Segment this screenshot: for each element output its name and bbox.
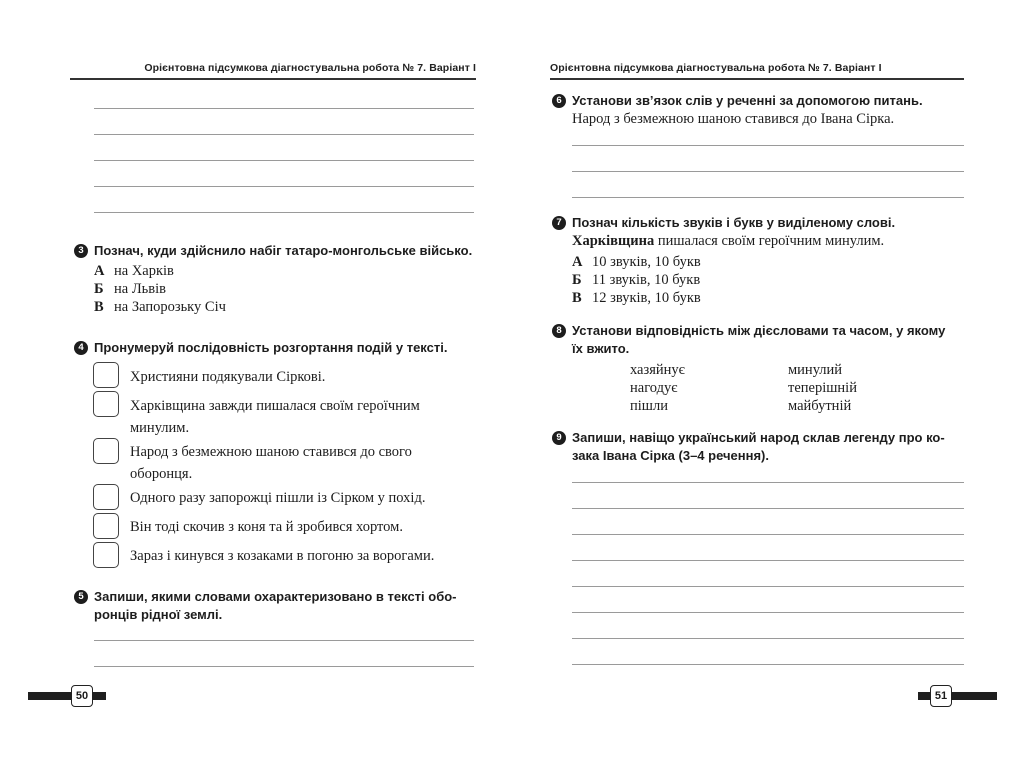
option-letter: Б — [572, 272, 582, 288]
sentence-rest: пишалася своїм героїчним минулим. — [654, 233, 885, 249]
page-number: 50 — [71, 685, 93, 707]
sequence-item — [130, 516, 480, 538]
highlighted-word: Харківщина — [572, 233, 655, 249]
task-9 — [552, 429, 982, 465]
sequence-item — [130, 545, 480, 567]
task-text: Запиши, навіщо український народ склав легенду про ко- — [572, 430, 945, 445]
task-5 — [74, 588, 484, 624]
task-number: 9 — [552, 431, 566, 445]
tense-item[interactable]: майбутній — [788, 398, 852, 414]
verb-item[interactable]: пішли — [630, 398, 668, 414]
answer-line[interactable] — [94, 108, 474, 109]
answer-line[interactable] — [572, 586, 964, 587]
page-number: 51 — [930, 685, 952, 707]
option-text: 11 звуків, 10 букв — [592, 272, 701, 288]
sequence-box[interactable] — [93, 362, 119, 388]
option-text: 10 звуків, 10 букв — [592, 254, 701, 270]
page-header: Орієнтовна підсумкова діагностувальна робота № 7. Варіант І — [144, 62, 476, 74]
answer-line[interactable] — [572, 534, 964, 535]
task-sentence: Народ з безмежною шаною ставився до Івана Сірка. — [572, 111, 895, 127]
option-letter: А — [572, 254, 583, 270]
sequence-box[interactable] — [93, 391, 119, 417]
page-number-bar — [951, 692, 997, 700]
sequence-text: Одного разу запорожці пішли із Сірком у похід. — [130, 490, 426, 506]
sequence-text: минулим. — [130, 420, 190, 436]
answer-line[interactable] — [572, 171, 964, 172]
task-text: Установи відповідність між дієсловами та часом, у якому — [572, 323, 946, 338]
sequence-box[interactable] — [93, 438, 119, 464]
option-v[interactable] — [572, 289, 701, 307]
task-text: ронців рідної землі. — [94, 607, 223, 622]
option-b[interactable] — [572, 271, 700, 289]
answer-line[interactable] — [94, 160, 474, 161]
sequence-text: Він тоді скочив з коня та й зробився хортом. — [130, 519, 403, 535]
verb-item[interactable]: хазяйнує — [630, 362, 685, 378]
page-header: Орієнтовна підсумкова діагностувальна робота № 7. Варіант І — [550, 62, 882, 74]
task-6 — [552, 92, 972, 110]
answer-line[interactable] — [572, 612, 964, 613]
task-text: Запиши, якими словами охарактеризовано в тексті обо- — [94, 589, 457, 604]
tense-item[interactable]: теперішній — [788, 380, 857, 396]
answer-line[interactable] — [572, 482, 964, 483]
page-number-bar — [92, 692, 106, 700]
tense-item[interactable]: минулий — [788, 362, 843, 378]
task-number: 8 — [552, 324, 566, 338]
task-7 — [552, 214, 972, 232]
option-letter: В — [572, 290, 582, 306]
task-text: Пронумеруй послідовність розгортання подій у тексті. — [94, 340, 448, 355]
option-text: на Харків — [114, 263, 174, 279]
task-number: 6 — [552, 94, 566, 108]
task-text: зака Івана Сірка (3–4 речення). — [572, 448, 769, 463]
sequence-box[interactable] — [93, 542, 119, 568]
option-letter: В — [94, 299, 104, 315]
option-text: 12 звуків, 10 букв — [592, 290, 701, 306]
task-3 — [74, 242, 484, 260]
option-text: на Львів — [114, 281, 166, 297]
header-rule — [550, 78, 964, 80]
header-rule — [70, 78, 476, 80]
option-v[interactable] — [94, 298, 226, 316]
sequence-text: оборонця. — [130, 466, 193, 482]
option-a[interactable] — [94, 262, 174, 280]
answer-line[interactable] — [572, 664, 964, 665]
answer-line[interactable] — [94, 134, 474, 135]
task-number: 7 — [552, 216, 566, 230]
sequence-item — [130, 395, 480, 439]
task-number: 4 — [74, 341, 88, 355]
task-number: 3 — [74, 244, 88, 258]
option-letter: Б — [94, 281, 104, 297]
sequence-box[interactable] — [93, 484, 119, 510]
answer-line[interactable] — [572, 508, 964, 509]
answer-line[interactable] — [572, 197, 964, 198]
answer-line[interactable] — [94, 666, 474, 667]
answer-line[interactable] — [572, 145, 964, 146]
task-text: Установи зв’язок слів у реченні за допомогою питань. — [572, 93, 923, 108]
task-sentence — [572, 232, 884, 250]
sequence-box[interactable] — [93, 513, 119, 539]
sequence-text: Християни подякували Сіркові. — [130, 369, 326, 385]
option-a[interactable] — [572, 253, 701, 271]
task-text: Познач, куди здійснило набіг татаро-монгольське військо. — [94, 243, 473, 258]
task-4 — [74, 339, 484, 357]
sequence-item — [130, 441, 480, 485]
page-number-bar — [28, 692, 72, 700]
task-text: їх вжито. — [572, 341, 630, 356]
sequence-item — [130, 487, 480, 509]
task-text: Познач кількість звуків і букв у виділеному слові. — [572, 215, 896, 230]
sequence-text: Зараз і кинувся з козаками в погоню за ворогами. — [130, 548, 435, 564]
answer-line[interactable] — [572, 638, 964, 639]
sequence-text: Народ з безмежною шаною ставився до свого — [130, 444, 412, 460]
sequence-item — [130, 366, 480, 388]
answer-line[interactable] — [94, 212, 474, 213]
sequence-text: Харківщина завжди пишалася своїм героїчним — [130, 398, 420, 414]
option-letter: А — [94, 263, 105, 279]
right-page — [512, 0, 1024, 768]
option-b[interactable] — [94, 280, 166, 298]
task-8 — [552, 322, 982, 358]
answer-line[interactable] — [572, 560, 964, 561]
task-number: 5 — [74, 590, 88, 604]
answer-line[interactable] — [94, 640, 474, 641]
verb-item[interactable]: нагодує — [630, 380, 678, 396]
option-text: на Запорозьку Січ — [114, 299, 226, 315]
answer-line[interactable] — [94, 186, 474, 187]
